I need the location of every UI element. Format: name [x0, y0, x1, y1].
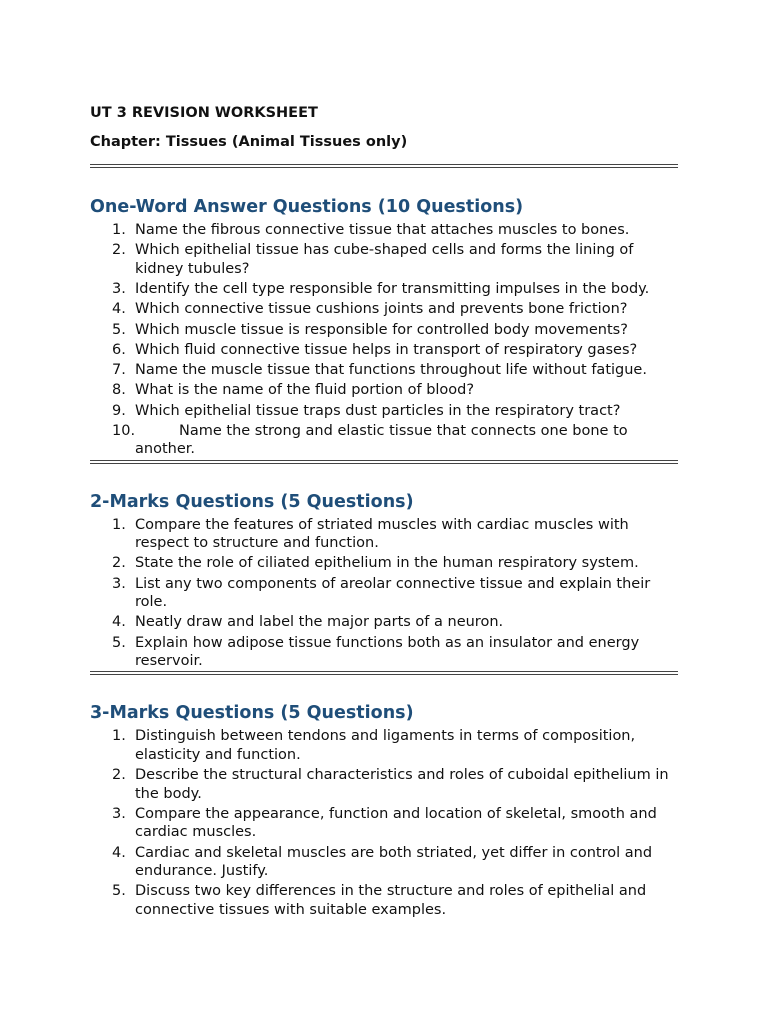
question-text: Describe the structural characteristics and roles of cuboidal epithelium in the body. — [135, 767, 669, 802]
worksheet-page — [90, 104, 680, 921]
question-item — [90, 516, 680, 553]
question-item — [90, 341, 680, 359]
question-text: Identify the cell type responsible for transmitting impulses in the body. — [135, 281, 650, 297]
chapter-title: Chapter: Tissues (Animal Tissues only) — [90, 134, 408, 150]
document-title: UT 3 REVISION WORKSHEET — [90, 105, 318, 121]
question-text: Cardiac and skeletal muscles are both striated, yet differ in control and endurance. Justify. — [135, 844, 653, 879]
question-text: Compare the appearance, function and location of skeletal, smooth and cardiac muscles. — [135, 805, 657, 841]
question-item — [90, 575, 680, 612]
question-number: 1. — [112, 516, 126, 533]
question-number: 9. — [112, 402, 126, 419]
question-number: 3. — [112, 805, 126, 822]
question-number: 6. — [112, 341, 126, 358]
question-text: Compare the features of striated muscles with cardiac muscles with respect to structure and function. — [135, 516, 629, 552]
question-item — [90, 882, 680, 919]
question-item — [90, 241, 680, 278]
question-number: 4. — [112, 844, 126, 861]
question-item — [90, 727, 680, 764]
question-item — [90, 422, 680, 459]
section-one-word — [90, 196, 680, 459]
question-item — [90, 402, 680, 420]
question-number: 10. — [112, 423, 136, 440]
question-number: 2. — [112, 555, 126, 572]
question-item — [90, 361, 680, 379]
question-text: Which epithelial tissue has cube-shaped cells and forms the lining of kidney tubules? — [135, 242, 634, 277]
question-item — [90, 766, 680, 803]
question-number: 5. — [112, 321, 126, 338]
question-list — [90, 727, 680, 919]
section-divider — [90, 460, 678, 464]
question-text: State the role of ciliated epithelium in the human respiratory system. — [135, 555, 639, 572]
question-item — [90, 300, 680, 318]
question-number: 8. — [112, 382, 126, 399]
question-item — [90, 381, 680, 399]
question-text: List any two components of areolar connective tissue and explain their role. — [135, 575, 651, 611]
question-item — [90, 844, 680, 881]
question-text: Which muscle tissue is responsible for controlled body movements? — [135, 321, 628, 338]
section-two-marks — [90, 491, 680, 671]
question-list — [90, 516, 680, 671]
question-number: 2. — [112, 767, 126, 784]
question-number: 3. — [112, 281, 126, 297]
question-number: 1. — [112, 222, 126, 238]
question-item — [90, 321, 680, 339]
question-item — [90, 634, 680, 671]
question-number: 1. — [112, 728, 126, 745]
section-heading: One-Word Answer Questions (10 Questions) — [90, 197, 524, 217]
question-text: Explain how adipose tissue functions both as an insulator and energy reservoir. — [135, 634, 640, 670]
question-text: Distinguish between tendons and ligaments in terms of composition, elasticity and function. — [135, 728, 636, 763]
section-divider — [90, 671, 678, 675]
section-three-marks — [90, 702, 680, 919]
question-text: Name the fibrous connective tissue that attaches muscles to bones. — [135, 222, 630, 238]
question-text: Which connective tissue cushions joints and prevents bone friction? — [135, 301, 628, 318]
question-list — [90, 221, 680, 459]
question-item — [90, 280, 680, 298]
section-heading: 3-Marks Questions (5 Questions) — [90, 703, 414, 724]
question-text: Discuss two key differences in the structure and roles of epithelial and connective tissues with suitable examples. — [135, 883, 647, 918]
question-text: Which epithelial tissue traps dust particles in the respiratory tract? — [135, 402, 621, 419]
question-number: 4. — [112, 614, 126, 631]
section-divider — [90, 164, 678, 168]
question-number: 5. — [112, 883, 126, 900]
question-number: 5. — [112, 634, 126, 651]
question-number: 7. — [112, 362, 126, 379]
question-number: 3. — [112, 575, 126, 592]
section-heading: 2-Marks Questions (5 Questions) — [90, 491, 414, 512]
question-text: Name the strong and elastic tissue that connects one bone to another. — [135, 423, 628, 458]
question-number: 4. — [112, 301, 126, 318]
question-text: Which fluid connective tissue helps in transport of respiratory gases? — [135, 341, 638, 358]
question-text: Neatly draw and label the major parts of a neuron. — [135, 614, 504, 631]
question-item — [90, 613, 680, 631]
question-item — [90, 221, 680, 239]
question-number: 2. — [112, 242, 126, 259]
question-item — [90, 805, 680, 842]
question-text: Name the muscle tissue that functions throughout life without fatigue. — [135, 362, 647, 379]
question-item — [90, 554, 680, 572]
question-text: What is the name of the fluid portion of blood? — [135, 382, 475, 399]
